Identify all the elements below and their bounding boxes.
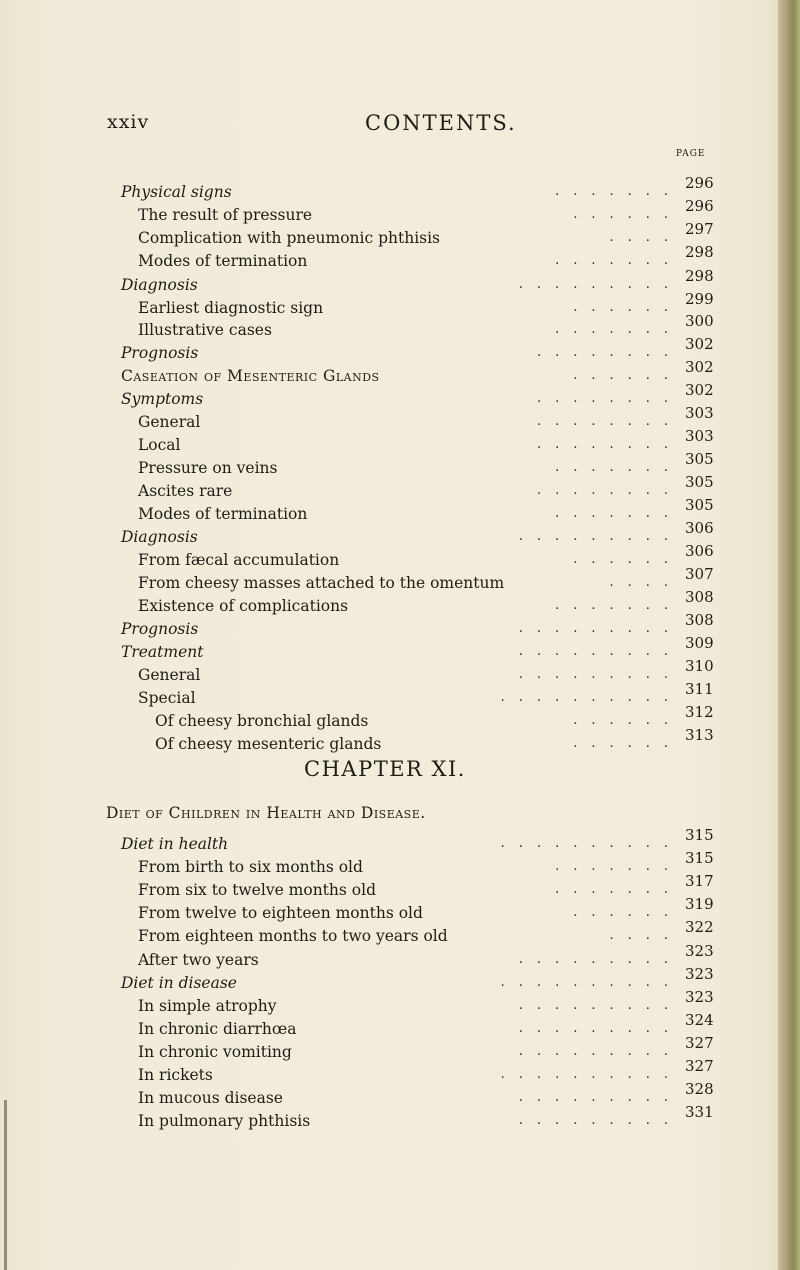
toc-entry-label: Diet in disease — [121, 974, 237, 992]
leader-dots: ....... — [555, 859, 682, 874]
toc-entry-label: Complication with pneumonic phthisis — [138, 229, 441, 247]
toc-entry — [0, 358, 800, 386]
toc-entry-label: Modes of termination — [138, 252, 308, 270]
toc-entry-label: Of cheesy mesenteric glands — [155, 735, 382, 753]
toc-entry-page-number: 306 — [685, 542, 714, 560]
toc-entry-label: Diet in health — [121, 835, 229, 853]
toc-entry-label: From eighteen months to two years old — [138, 927, 448, 945]
running-title: CONTENTS. — [365, 111, 517, 135]
toc-entry — [0, 450, 800, 478]
toc-entry — [0, 565, 800, 593]
toc-entry — [0, 335, 800, 363]
toc-entry — [0, 496, 800, 524]
toc-entry-page-number: 327 — [685, 1057, 714, 1075]
toc-entry-page-number: 309 — [685, 634, 714, 652]
toc-entry-label: Earliest diagnostic sign — [138, 299, 324, 317]
toc-entry — [0, 849, 800, 877]
toc-entry-label: In chronic diarrhœa — [138, 1020, 297, 1038]
toc-entry-label: In mucous disease — [138, 1089, 283, 1107]
toc-entry — [0, 1103, 800, 1131]
toc-entry — [0, 220, 800, 248]
toc-entry-label: After two years — [138, 951, 259, 969]
toc-entry — [0, 542, 800, 570]
toc-entry-page-number: 331 — [685, 1103, 714, 1121]
toc-entry — [0, 404, 800, 432]
toc-entry-label: From cheesy masses attached to the omentum — [138, 574, 505, 592]
toc-entry-page-number: 323 — [685, 988, 714, 1006]
toc-entry-page-number: 315 — [685, 849, 714, 867]
toc-entry-page-number: 319 — [685, 895, 714, 913]
toc-entry-label: General — [138, 413, 201, 431]
toc-entry — [0, 197, 800, 225]
leader-dots: .......... — [500, 1067, 682, 1082]
toc-entry-label: From six to twelve months old — [138, 881, 376, 899]
leader-dots: .......... — [500, 690, 682, 705]
toc-entry-page-number: 313 — [685, 726, 714, 744]
toc-entry-label: Local — [138, 436, 181, 454]
toc-entry-page-number: 308 — [685, 588, 714, 606]
toc-entry-label: Special — [138, 689, 196, 707]
toc-entry-label: Illustrative cases — [138, 321, 272, 339]
leader-dots: .... — [609, 230, 682, 245]
toc-entry-label: In chronic vomiting — [138, 1043, 292, 1061]
toc-entry-page-number: 308 — [685, 611, 714, 629]
leader-dots: ........ — [536, 483, 682, 498]
toc-entry-page-number: 317 — [685, 872, 714, 890]
leader-dots: ....... — [555, 253, 682, 268]
toc-entry-label: Diagnosis — [121, 276, 198, 294]
leader-dots: ........ — [536, 437, 682, 452]
toc-entry-page-number: 306 — [685, 519, 714, 537]
leader-dots: ...... — [573, 552, 682, 567]
toc-entry-page-number: 296 — [685, 197, 714, 215]
toc-entry-page-number: 303 — [685, 404, 714, 422]
leader-dots: ....... — [555, 322, 682, 337]
chapter-heading: CHAPTER XI. — [304, 757, 466, 781]
toc-entry-page-number: 303 — [685, 427, 714, 445]
leader-dots: ......... — [518, 952, 682, 967]
toc-entry — [0, 174, 800, 202]
leader-dots: ........ — [536, 391, 682, 406]
toc-entry-page-number: 297 — [685, 220, 714, 238]
toc-entry-label: Caseation of Mesenteric Glands — [121, 367, 380, 385]
leader-dots: ....... — [555, 460, 682, 475]
toc-entry — [0, 473, 800, 501]
toc-entry-page-number: 305 — [685, 450, 714, 468]
toc-entry-label: Prognosis — [121, 620, 199, 638]
leader-dots: ......... — [518, 621, 682, 636]
leader-dots: ....... — [555, 598, 682, 613]
leader-dots: ......... — [518, 998, 682, 1013]
leader-dots: ...... — [573, 207, 682, 222]
toc-entry-page-number: 302 — [685, 381, 714, 399]
toc-entry — [0, 267, 800, 295]
toc-entry — [0, 611, 800, 639]
toc-entry-page-number: 296 — [685, 174, 714, 192]
toc-entry-label: Pressure on veins — [138, 459, 278, 477]
toc-entry-label: From twelve to eighteen months old — [138, 904, 423, 922]
toc-entry-page-number: 307 — [685, 565, 714, 583]
leader-dots: ....... — [555, 882, 682, 897]
toc-entry-page-number: 328 — [685, 1080, 714, 1098]
toc-entry-label: Existence of complications — [138, 597, 349, 615]
leader-dots: .... — [609, 928, 682, 943]
toc-entry-label: Modes of termination — [138, 505, 308, 523]
toc-entry — [0, 726, 800, 754]
toc-entry-page-number: 302 — [685, 335, 714, 353]
leader-dots: ......... — [518, 277, 682, 292]
toc-entry — [0, 988, 800, 1016]
toc-entry — [0, 1034, 800, 1062]
toc-entry-label: Diagnosis — [121, 528, 198, 546]
toc-entry-label: Physical signs — [121, 183, 232, 201]
toc-entry — [0, 243, 800, 271]
toc-entry — [0, 312, 800, 340]
toc-entry-page-number: 298 — [685, 267, 714, 285]
toc-entry — [0, 519, 800, 547]
toc-entry — [0, 588, 800, 616]
toc-entry — [0, 965, 800, 993]
toc-entry-page-number: 311 — [685, 680, 714, 698]
leader-dots: ...... — [573, 736, 682, 751]
toc-entry-label: In rickets — [138, 1066, 213, 1084]
toc-entry-page-number: 300 — [685, 312, 714, 330]
toc-entry — [0, 895, 800, 923]
toc-entry-page-number: 327 — [685, 1034, 714, 1052]
leader-dots: .......... — [500, 836, 682, 851]
page-column-label: PAGE — [676, 149, 706, 159]
leader-dots: ......... — [518, 1044, 682, 1059]
running-head — [0, 111, 800, 141]
leader-dots: ......... — [518, 1090, 682, 1105]
leader-dots: .... — [609, 575, 682, 590]
toc-entry-page-number: 324 — [685, 1011, 714, 1029]
toc-entry — [0, 680, 800, 708]
toc-entry — [0, 1080, 800, 1108]
toc-entry — [0, 703, 800, 731]
leader-dots: ......... — [518, 529, 682, 544]
toc-entry-page-number: 310 — [685, 657, 714, 675]
toc-entry-label: General — [138, 666, 201, 684]
toc-entry-page-number: 315 — [685, 826, 714, 844]
leader-dots: ......... — [518, 667, 682, 682]
toc-entry — [0, 1057, 800, 1085]
toc-entry-label: Symptoms — [121, 390, 204, 408]
toc-entry-page-number: 305 — [685, 496, 714, 514]
leader-dots: ......... — [518, 1021, 682, 1036]
leader-dots: ...... — [573, 713, 682, 728]
toc-entry — [0, 872, 800, 900]
toc-entry-label: Ascites rare — [138, 482, 233, 500]
toc-entry-page-number: 322 — [685, 918, 714, 936]
leader-dots: ........ — [536, 345, 682, 360]
toc-entry — [0, 634, 800, 662]
toc-entry-page-number: 299 — [685, 290, 714, 308]
toc-entry — [0, 942, 800, 970]
toc-entry — [0, 826, 800, 854]
toc-entry — [0, 381, 800, 409]
toc-entry-page-number: 302 — [685, 358, 714, 376]
toc-entry-label: In pulmonary phthisis — [138, 1112, 311, 1130]
toc-entry-page-number: 323 — [685, 942, 714, 960]
toc-entry-label: Prognosis — [121, 344, 199, 362]
leader-dots: ....... — [555, 184, 682, 199]
toc-entry-label: Of cheesy bronchial glands — [155, 712, 369, 730]
chapter-title — [0, 803, 800, 823]
leader-dots: ........ — [536, 414, 682, 429]
leader-dots: ......... — [518, 1113, 682, 1128]
toc-entry-page-number: 298 — [685, 243, 714, 261]
toc-entry-label: The result of pressure — [138, 206, 313, 224]
toc-entry-label: Treatment — [121, 643, 204, 661]
toc-entry — [0, 290, 800, 318]
toc-entry-page-number: 312 — [685, 703, 714, 721]
leader-dots: ...... — [573, 905, 682, 920]
leader-dots: .......... — [500, 975, 682, 990]
leader-dots: ...... — [573, 300, 682, 315]
leader-dots: ......... — [518, 644, 682, 659]
toc-entry — [0, 657, 800, 685]
toc-entry-label: From birth to six months old — [138, 858, 363, 876]
chapter-title-text: Diet of Children in Health and Disease. — [106, 804, 426, 822]
toc-entry-label: In simple atrophy — [138, 997, 277, 1015]
leader-dots: ....... — [555, 506, 682, 521]
toc-entry — [0, 1011, 800, 1039]
toc-entry — [0, 427, 800, 455]
page-folio: xxiv — [107, 111, 150, 133]
toc-entry-label: From fæcal accumulation — [138, 551, 340, 569]
toc-entry-page-number: 305 — [685, 473, 714, 491]
toc-entry-page-number: 323 — [685, 965, 714, 983]
toc-entry — [0, 918, 800, 946]
leader-dots: ...... — [573, 368, 682, 383]
